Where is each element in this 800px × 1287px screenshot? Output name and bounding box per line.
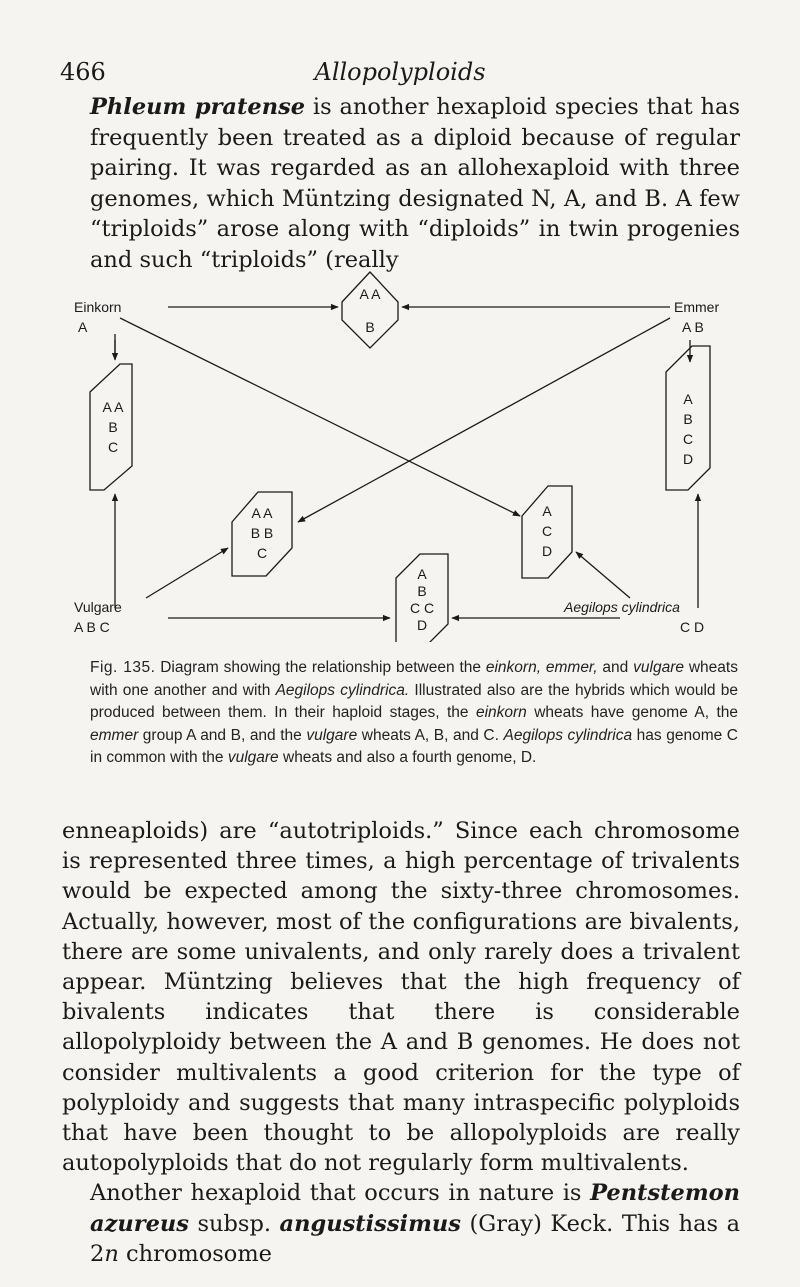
hybrid-mid-left-line-2: B B bbox=[250, 525, 274, 541]
paragraph-enneaploids: enneaploids) are “autotriploids.” Since each chromosome is represented three times, a high percentage of trivalents would be expected among the sixty-three chromosomes. Actually, however, most of the configurations are bivalents, there are some univalents, and only rarely does a trivalent appear. Müntzing believes that the high frequency of bivalents indicates that there is considerable allopolyploidy between the A and B genomes. He does not consider multivalents a good criterion for the type of polyploidy and suggests that many intraspecific polyploids that have been thought to be allopolyploids are really autopolyploids that do not regularly form multivalents. bbox=[62, 818, 740, 1177]
caption-text: wheats with one another and with bbox=[90, 659, 738, 699]
caption-text: has genome C in common with the bbox=[90, 726, 738, 766]
hybrid-bottom-line-2: B bbox=[417, 583, 427, 599]
figure-135-diagram bbox=[60, 252, 750, 642]
paragraph-text: subsp. bbox=[188, 1210, 280, 1237]
hybrid-right-line-4: D bbox=[682, 451, 694, 467]
hybrid-mid-right-line-2: C bbox=[541, 523, 553, 539]
caption-text: Diagram showing the relationship between the bbox=[155, 659, 486, 676]
caption-text: wheats and also a fourth genome, D. bbox=[278, 749, 537, 766]
caption-emphasis: emmer bbox=[90, 726, 139, 744]
caption-emphasis: Aegilops cylindrica bbox=[503, 726, 633, 744]
hybrid-left-line-2: B bbox=[108, 419, 118, 435]
hybrid-top-line-1: A A bbox=[359, 286, 381, 302]
hybrid-mid-left-line-3: C bbox=[256, 545, 268, 561]
hybrid-bottom-line-1: A bbox=[417, 566, 427, 582]
page-header bbox=[60, 58, 740, 94]
paragraph-text: is another hexaploid species that has frequently been treated as a diploid because of regular pairing. It was regarded as an allohexaploid with three genomes, which Müntzing designated N, A, and B. A few “triploids” arose along with “diploids” in twin progenies and such “triploids” (really bbox=[90, 94, 740, 273]
caption-lead: Fig. 135. bbox=[90, 659, 156, 676]
emmer-genome: A B bbox=[682, 319, 704, 335]
body-text bbox=[62, 816, 741, 1269]
emmer-label: Emmer bbox=[674, 299, 720, 315]
hybrid-top-line-2: B bbox=[365, 319, 375, 335]
hybrid-top-shape bbox=[342, 272, 398, 348]
einkorn-label: Einkorn bbox=[74, 299, 122, 315]
caption-text: wheats A, B, and C. bbox=[357, 726, 504, 744]
hybrid-bottom-line-3: C C bbox=[409, 600, 435, 616]
caption-emphasis: Aegilops cylindrica. bbox=[275, 681, 410, 699]
caption-emphasis: einkorn bbox=[475, 704, 527, 721]
caption-text: Illustrated also are the hybrids which would be produced between them. In their haploid stages, the bbox=[90, 681, 738, 721]
einkorn-genome: A bbox=[78, 319, 88, 335]
hybrid-left-line-1: A A bbox=[102, 399, 124, 415]
wheat-relationship-diagram bbox=[60, 252, 750, 642]
page-number: 466 bbox=[60, 58, 106, 86]
caption-emphasis: vulgare bbox=[306, 726, 358, 744]
caption-emphasis: vulgare bbox=[633, 659, 684, 676]
caption-text: and bbox=[597, 659, 634, 676]
paragraph-text: Another hexaploid that occurs in nature is bbox=[90, 1180, 591, 1207]
hybrid-right-line-3: C bbox=[682, 431, 694, 447]
vulgare-genome: A B C bbox=[74, 619, 110, 635]
running-title: Allopolyploids bbox=[314, 58, 486, 86]
species-name: Pentstemon azureus bbox=[90, 1180, 740, 1237]
chromosome-n: n bbox=[104, 1240, 119, 1267]
aegilops-label: Aegilops cylindrica bbox=[564, 599, 680, 615]
caption-text: wheats have genome A, the bbox=[526, 704, 738, 721]
caption-emphasis: einkorn, emmer, bbox=[485, 659, 598, 676]
caption-emphasis: vulgare bbox=[227, 749, 279, 766]
hybrid-mid-right-line-1: A bbox=[542, 503, 552, 519]
figure-caption bbox=[90, 657, 738, 770]
vulgare-label: Vulgare bbox=[74, 599, 122, 615]
hybrid-bottom-line-4: D bbox=[416, 617, 428, 633]
aegilops-genome: C D bbox=[680, 619, 705, 635]
hybrid-mid-left-line-1: A A bbox=[251, 505, 273, 521]
subspecies-name: angustissimus bbox=[279, 1210, 461, 1237]
paragraph-text: chromosome bbox=[118, 1240, 272, 1267]
hybrid-right-line-2: B bbox=[683, 411, 693, 427]
hybrid-left-line-3: C bbox=[107, 439, 119, 455]
paragraph-phleum bbox=[90, 92, 740, 275]
caption-text: group A and B, and the bbox=[138, 726, 307, 744]
paragraph-text: (Gray) Keck. This has a 2 bbox=[90, 1210, 741, 1267]
paragraph-pentstemon bbox=[90, 1178, 740, 1269]
species-name: Phleum pratense bbox=[90, 94, 306, 120]
hybrid-mid-right-line-3: D bbox=[541, 543, 553, 559]
hybrid-right-line-1: A bbox=[683, 391, 693, 407]
